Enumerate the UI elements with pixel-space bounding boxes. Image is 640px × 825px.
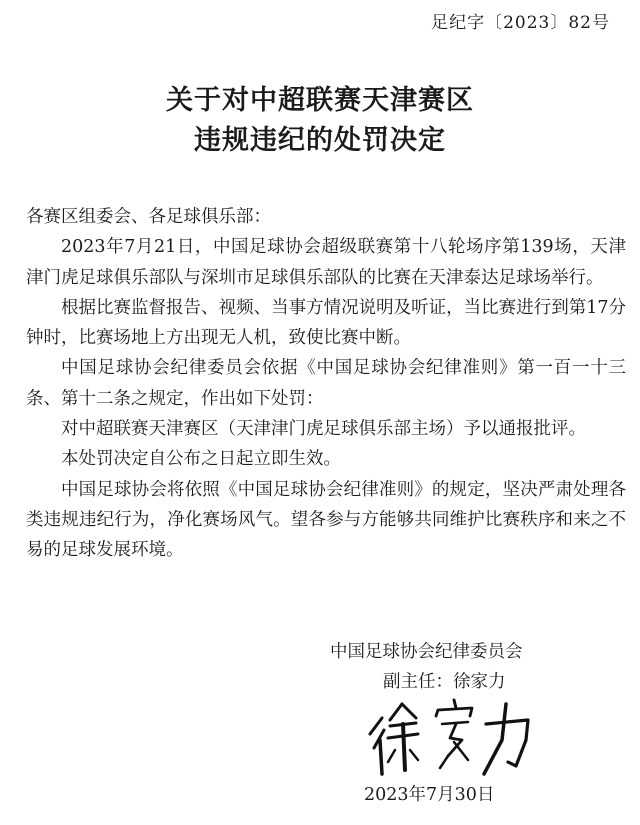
document-title-line-2: 违规违纪的处罚决定 [194,125,446,156]
document-date: 2023年7月30日 [364,785,495,805]
document-body [26,202,626,566]
paragraph-closing: 中国足球协会将依照《中国足球协会纪律准则》的规定，坚决严肃处理各类违规违纪行为，净化赛场风气。望各参与方能够共同维护比赛秩序和来之不易的足球发展环境。 [26,479,626,561]
paragraph-effective: 本处罚决定自公布之日起立即生效。 [61,449,341,470]
salutation: 各赛区组委会、各足球俱乐部： [26,207,271,227]
paragraph-incident: 根据比赛监督报告、视频、当事方情况说明及听证，当比赛进行到第17分钟时，比赛场地上方出现无人机，致使比赛中断。 [26,297,626,349]
paragraph-match-info: 2023年7月21日，中国足球协会超级联赛第十八轮场序第139场，天津津门虎足球俱乐部队与深圳市足球俱乐部队的比赛在天津泰达足球场举行。 [26,237,626,288]
paragraph-legal-basis: 中国足球协会纪律委员会依据《中国足球协会纪律准则》第一百一十三条、第十二条之规定，作出如下处罚： [26,358,626,409]
document-title-line-1: 关于对中超联赛天津赛区 [166,85,474,116]
document-number: 足纪字〔2023〕82号 [431,13,610,33]
deputy-director: 副主任：徐家力 [383,672,506,692]
handwritten-signature [360,690,540,780]
signing-organization: 中国足球协会纪律委员会 [330,642,523,662]
paragraph-penalty: 对中超联赛天津赛区（天津津门虎足球俱乐部主场）予以通报批评。 [61,419,586,440]
